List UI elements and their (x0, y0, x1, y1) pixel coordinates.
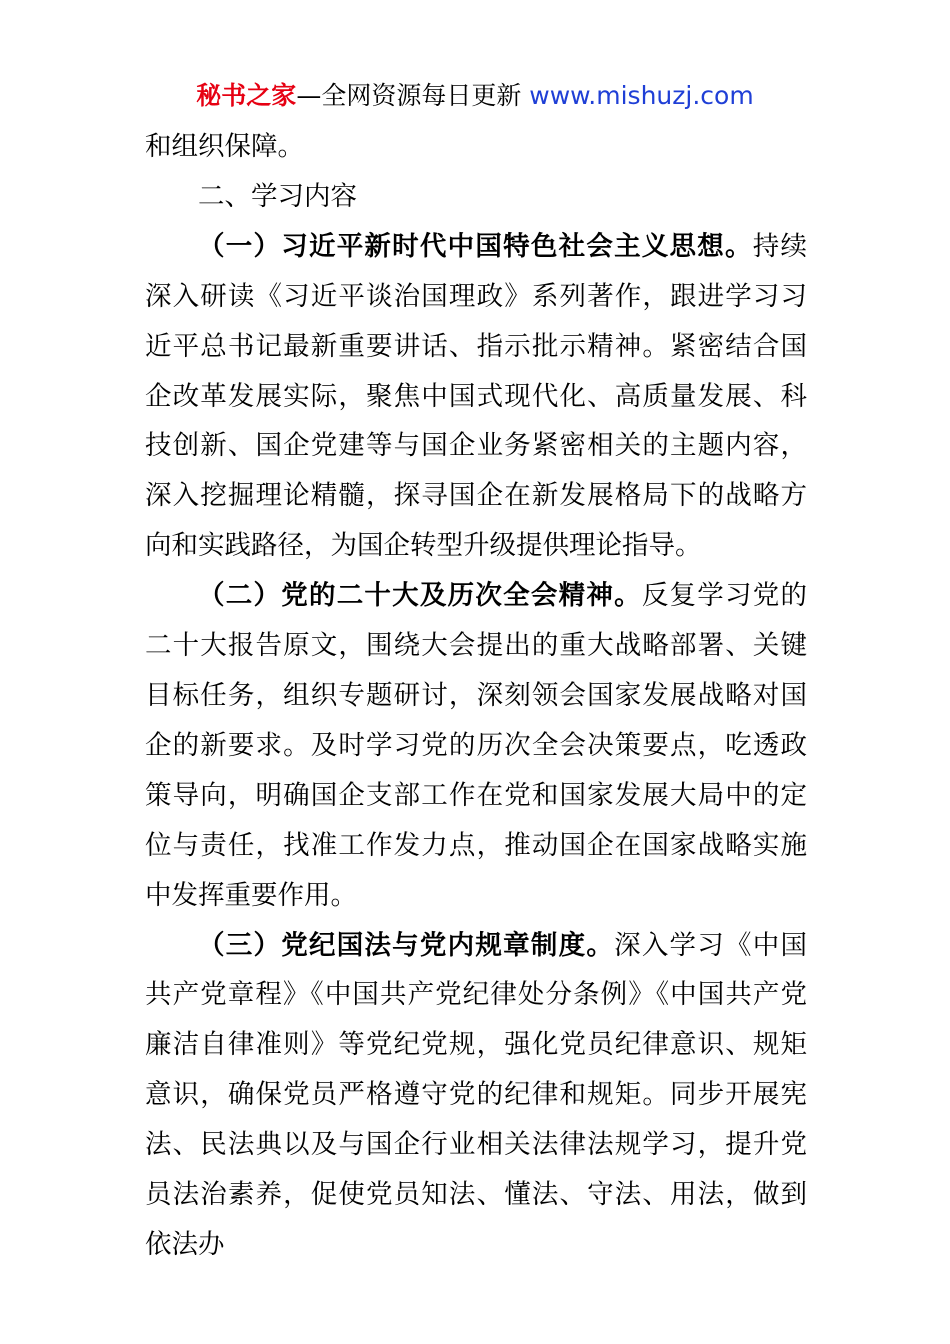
continuation-paragraph: 和组织保障。 (145, 131, 304, 162)
paragraph-item-1 (145, 222, 807, 571)
document-body (145, 122, 807, 1270)
paragraph-item-3 (145, 921, 807, 1270)
section-heading: 二、学习内容 (198, 180, 357, 212)
site-tagline: —全网资源每日更新 (296, 81, 530, 110)
item-body: 反复学习党的二十大报告原文，围绕大会提出的重大战略部署、关键目标任务，组织专题研讨，深刻领会国家发展战略对国企的新要求。及时学习党的历次全会决策要点，吃透政策导向，明确国企支部工作在党和国家发展大局中的定位与责任，找准工作发力点，推动国企在国家战略实施中发挥重要作用。 (145, 580, 808, 911)
site-header (0, 80, 950, 112)
site-brand: 秘书之家 (196, 81, 297, 110)
item-title: （一）习近平新时代中国特色社会主义思想。 (198, 230, 753, 262)
site-url-link[interactable]: www.mishuzj.com (529, 81, 754, 110)
paragraph-item-2 (145, 571, 807, 920)
item-title: （三）党纪国法与党内规章制度。 (198, 929, 615, 961)
item-body: 深入学习《中国共产党章程》《中国共产党纪律处分条例》《中国共产党廉洁自律准则》等党纪党规，强化党员纪律意识、规矩意识，确保党员严格遵守党的纪律和规矩。同步开展宪法、民法典以及与国企行业相关法律法规学习，提升党员法治素养，促使党员知法、懂法、守法、用法，做到依法办 (145, 929, 808, 1260)
item-title: （二）党的二十大及历次全会精神。 (198, 580, 642, 612)
item-body: 持续深入研读《习近平谈治国理政》系列著作，跟进学习习近平总书记最新重要讲话、指示批示精神。紧密结合国企改革发展实际，聚焦中国式现代化、高质量发展、科技创新、国企党建等与国企业务紧密相关的主题内容，深入挖掘理论精髓，探寻国企在新发展格局下的战略方向和实践路径，为国企转型升级提供理论指导。 (145, 230, 808, 562)
